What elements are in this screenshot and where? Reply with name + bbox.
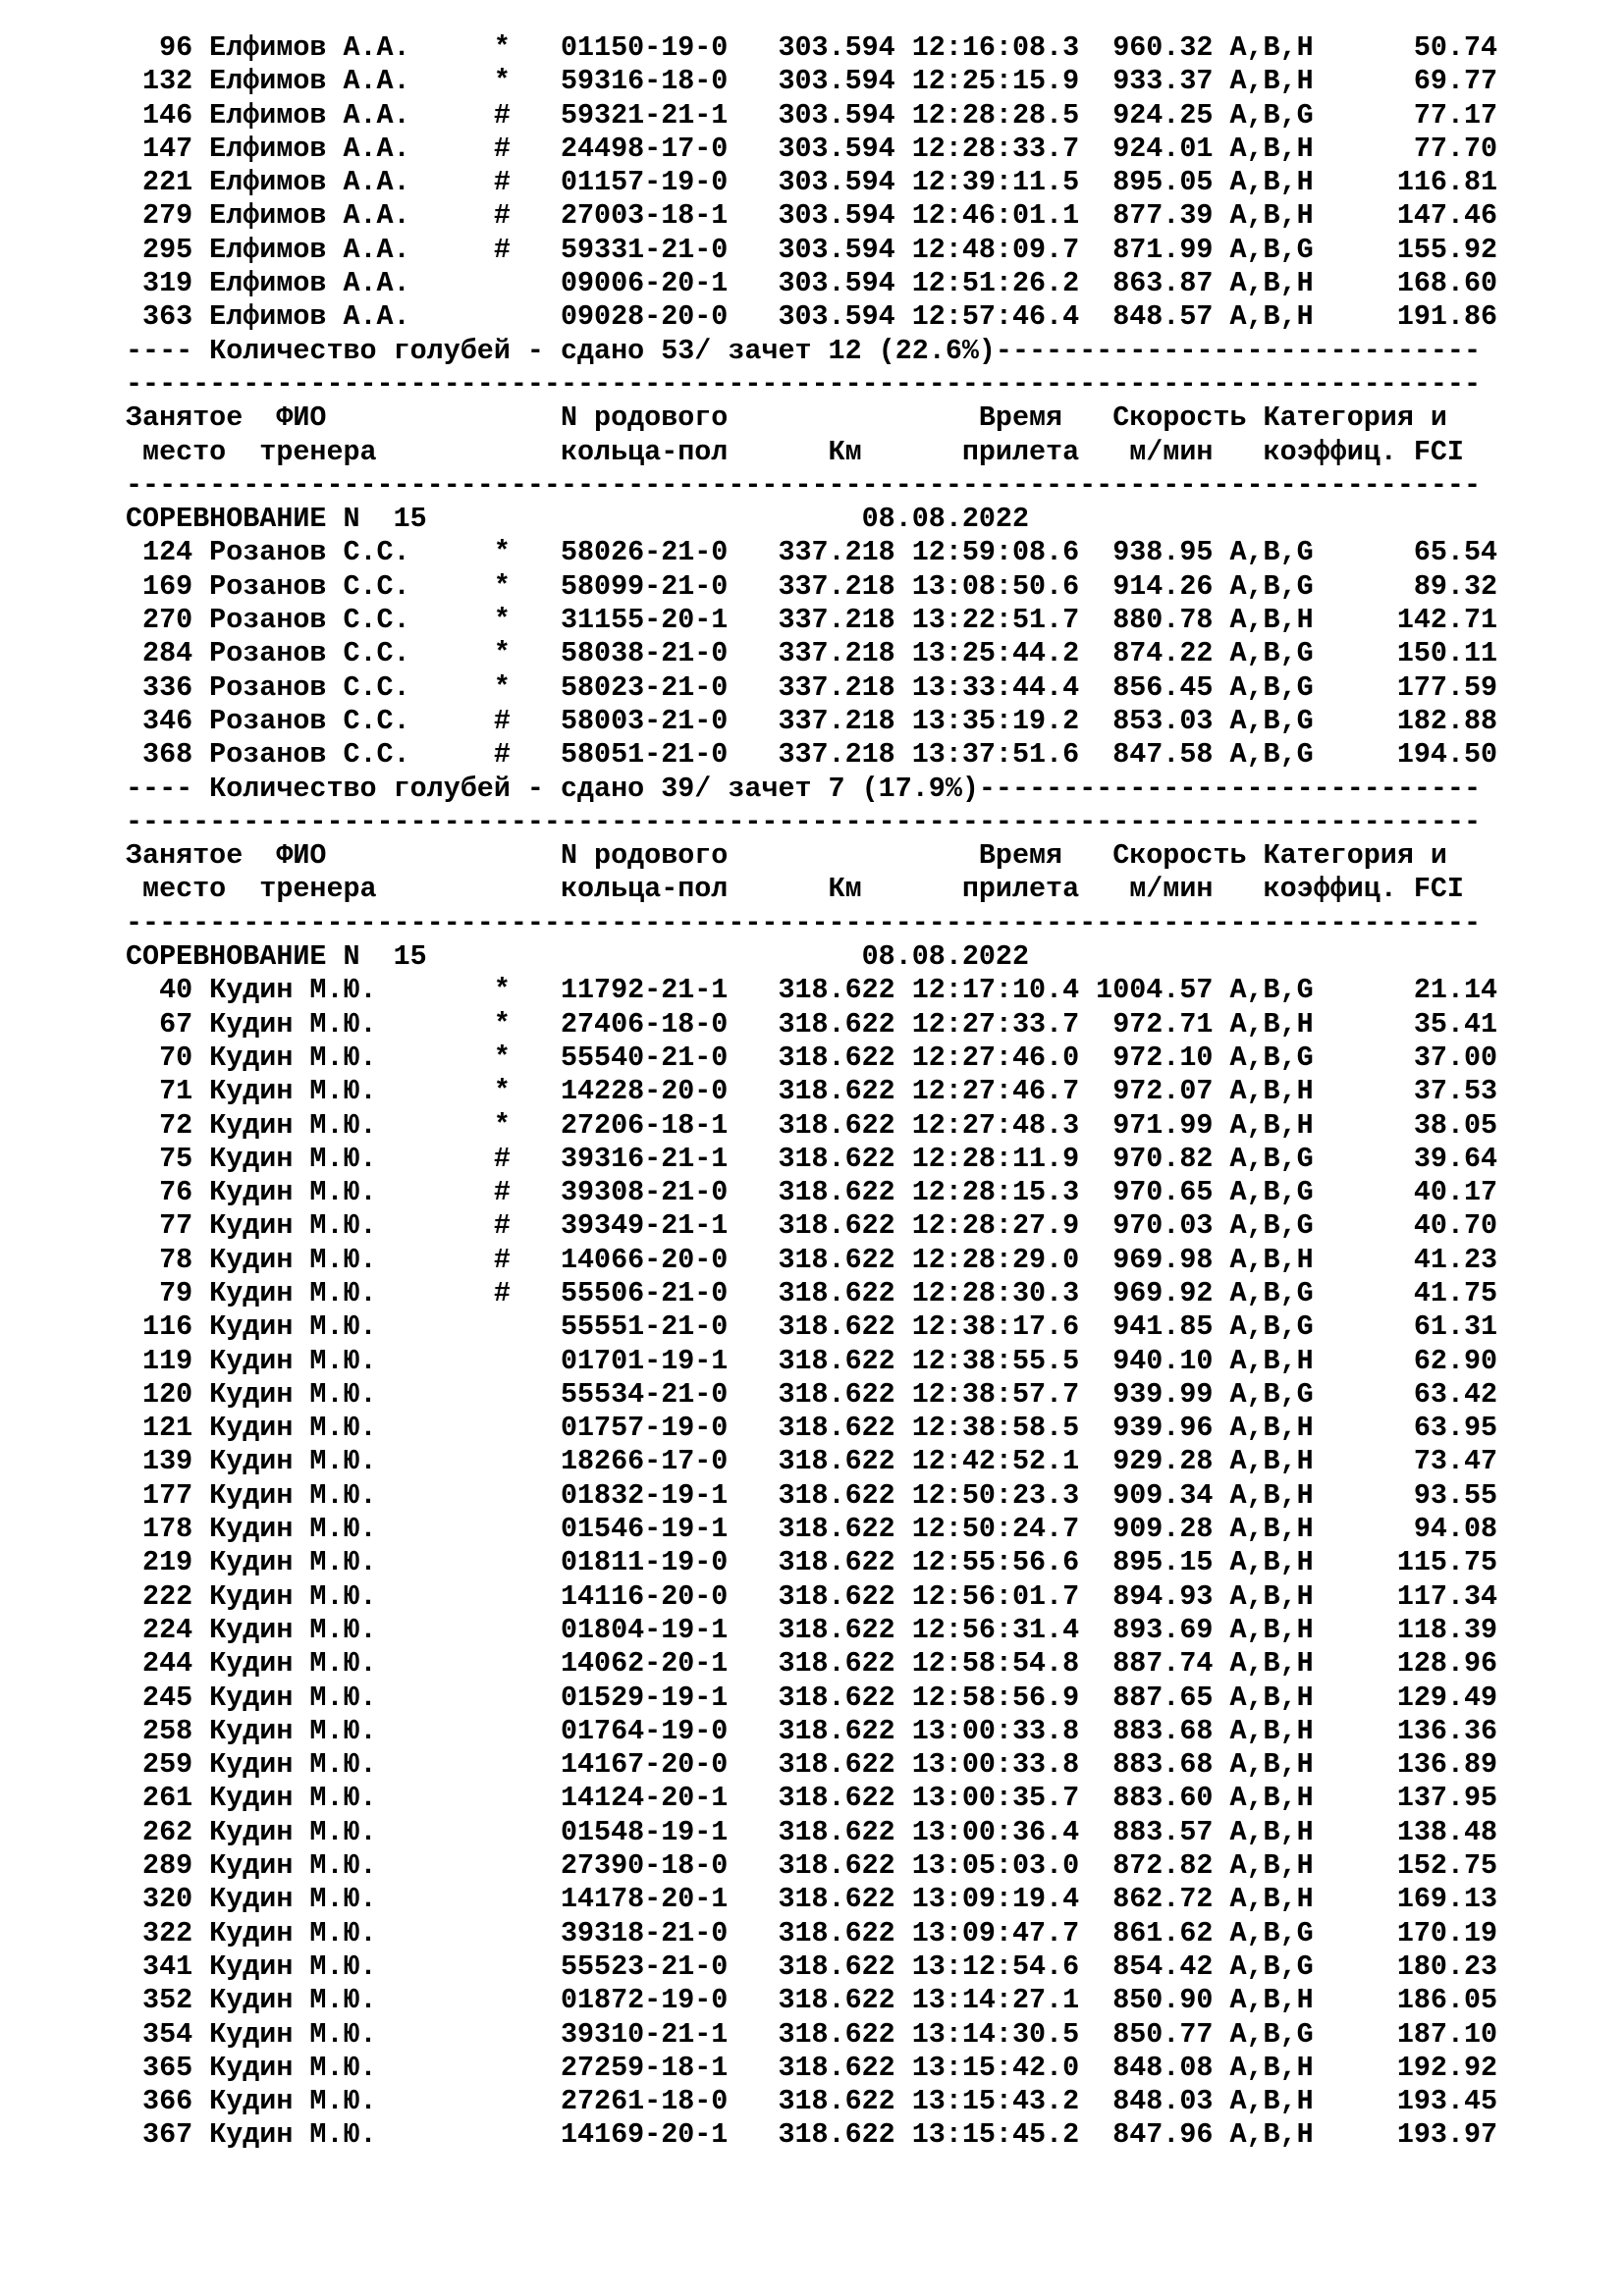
result-row: 244 Кудин М.Ю. 14062-20-1 318.622 12:58:54.8 887.74 A,B,H 128.96 <box>126 1647 1498 1681</box>
result-row: 178 Кудин М.Ю. 01546-19-1 318.622 12:50:24.7 909.28 A,B,H 94.08 <box>126 1513 1498 1546</box>
result-row: 221 Елфимов А.А. # 01157-19-0 303.594 12:39:11.5 895.05 A,B,H 116.81 <box>126 166 1498 199</box>
result-row: 319 Елфимов А.А. 09006-20-1 303.594 12:51:26.2 863.87 A,B,H 168.60 <box>126 267 1498 300</box>
result-row: 367 Кудин М.Ю. 14169-20-1 318.622 13:15:45.2 847.96 A,B,H 193.97 <box>126 2118 1498 2152</box>
column-header: место тренера кольца-пол Км прилета м/мин коэффиц. FCI <box>126 435 1464 468</box>
summary-line: ---- Количество голубей - сдано 53/ зачет 12 (22.6%)----------------------------- <box>126 334 1482 367</box>
result-row: 270 Розанов С.С. * 31155-20-1 337.218 13:22:51.7 880.78 A,B,H 142.71 <box>126 604 1498 637</box>
result-row: 120 Кудин М.Ю. 55534-21-0 318.622 12:38:57.7 939.99 A,B,G 63.42 <box>126 1377 1498 1411</box>
result-row: 70 Кудин М.Ю. * 55540-21-0 318.622 12:27:46.0 972.10 A,B,G 37.00 <box>126 1041 1498 1074</box>
separator-line: --------------------------------------------------------------------------------- <box>126 367 1482 400</box>
result-row: 295 Елфимов А.А. # 59331-21-0 303.594 12:48:09.7 871.99 A,B,G 155.92 <box>126 233 1498 266</box>
summary-line: ---- Количество голубей - сдано 39/ зачет 7 (17.9%)------------------------------ <box>126 772 1482 805</box>
result-row: 368 Розанов С.С. # 58051-21-0 337.218 13:37:51.6 847.58 A,B,G 194.50 <box>126 738 1498 772</box>
result-row: 71 Кудин М.Ю. * 14228-20-0 318.622 12:27:46.7 972.07 A,B,H 37.53 <box>126 1075 1498 1108</box>
result-row: 320 Кудин М.Ю. 14178-20-1 318.622 13:09:19.4 862.72 A,B,H 169.13 <box>126 1883 1498 1916</box>
result-row: 346 Розанов С.С. # 58003-21-0 337.218 13:35:19.2 853.03 A,B,G 182.88 <box>126 704 1498 737</box>
result-row: 352 Кудин М.Ю. 01872-19-0 318.622 13:14:27.1 850.90 A,B,H 186.05 <box>126 1984 1498 2017</box>
result-row: 76 Кудин М.Ю. # 39308-21-0 318.622 12:28:15.3 970.65 A,B,G 40.17 <box>126 1176 1498 1209</box>
result-row: 224 Кудин М.Ю. 01804-19-1 318.622 12:56:31.4 893.69 A,B,H 118.39 <box>126 1613 1498 1646</box>
result-row: 132 Елфимов А.А. * 59316-18-0 303.594 12:25:15.9 933.37 A,B,H 69.77 <box>126 65 1498 98</box>
results-listing <box>126 31 1497 2153</box>
result-row: 222 Кудин М.Ю. 14116-20-0 318.622 12:56:01.7 894.93 A,B,H 117.34 <box>126 1579 1498 1613</box>
result-row: 40 Кудин М.Ю. * 11792-21-1 318.622 12:17:10.4 1004.57 A,B,G 21.14 <box>126 974 1498 1007</box>
result-row: 177 Кудин М.Ю. 01832-19-1 318.622 12:50:23.3 909.34 A,B,H 93.55 <box>126 1478 1498 1512</box>
result-row: 365 Кудин М.Ю. 27259-18-1 318.622 13:15:42.0 848.08 A,B,H 192.92 <box>126 2051 1498 2084</box>
result-row: 116 Кудин М.Ю. 55551-21-0 318.622 12:38:17.6 941.85 A,B,G 61.31 <box>126 1310 1498 1344</box>
result-row: 79 Кудин М.Ю. # 55506-21-0 318.622 12:28:30.3 969.92 A,B,G 41.75 <box>126 1276 1498 1309</box>
result-row: 147 Елфимов А.А. # 24498-17-0 303.594 12:28:33.7 924.01 A,B,H 77.70 <box>126 132 1498 165</box>
result-row: 169 Розанов С.С. * 58099-21-0 337.218 13:08:50.6 914.26 A,B,G 89.32 <box>126 569 1498 603</box>
result-row: 67 Кудин М.Ю. * 27406-18-0 318.622 12:27:33.7 972.71 A,B,H 35.41 <box>126 1007 1498 1041</box>
result-row: 78 Кудин М.Ю. # 14066-20-0 318.622 12:28:29.0 969.98 A,B,H 41.23 <box>126 1243 1498 1276</box>
separator-line: --------------------------------------------------------------------------------- <box>126 906 1482 939</box>
result-row: 245 Кудин М.Ю. 01529-19-1 318.622 12:58:56.9 887.65 A,B,H 129.49 <box>126 1681 1498 1714</box>
result-row: 119 Кудин М.Ю. 01701-19-1 318.622 12:38:55.5 940.10 A,B,H 62.90 <box>126 1344 1498 1377</box>
column-header: Занятое ФИО N родового Время Скорость Категория и <box>126 839 1447 873</box>
result-row: 289 Кудин М.Ю. 27390-18-0 318.622 13:05:03.0 872.82 A,B,H 152.75 <box>126 1849 1498 1883</box>
separator-line: --------------------------------------------------------------------------------- <box>126 468 1482 502</box>
result-row: 124 Розанов С.С. * 58026-21-0 337.218 12:59:08.6 938.95 A,B,G 65.54 <box>126 536 1498 569</box>
result-row: 72 Кудин М.Ю. * 27206-18-1 318.622 12:27:48.3 971.99 A,B,H 38.05 <box>126 1108 1498 1142</box>
result-row: 261 Кудин М.Ю. 14124-20-1 318.622 13:00:35.7 883.60 A,B,H 137.95 <box>126 1782 1498 1815</box>
column-header: Занятое ФИО N родового Время Скорость Категория и <box>126 401 1447 435</box>
result-row: 121 Кудин М.Ю. 01757-19-0 318.622 12:38:58.5 939.96 A,B,H 63.95 <box>126 1412 1498 1445</box>
result-row: 354 Кудин М.Ю. 39310-21-1 318.622 13:14:30.5 850.77 A,B,G 187.10 <box>126 2017 1498 2051</box>
result-row: 341 Кудин М.Ю. 55523-21-0 318.622 13:12:54.6 854.42 A,B,G 180.23 <box>126 1949 1498 1983</box>
result-row: 336 Розанов С.С. * 58023-21-0 337.218 13:33:44.4 856.45 A,B,G 177.59 <box>126 670 1498 704</box>
result-row: 259 Кудин М.Ю. 14167-20-0 318.622 13:00:33.8 883.68 A,B,H 136.89 <box>126 1748 1498 1782</box>
column-header: место тренера кольца-пол Км прилета м/мин коэффиц. FCI <box>126 873 1464 906</box>
result-row: 262 Кудин М.Ю. 01548-19-1 318.622 13:00:36.4 883.57 A,B,H 138.48 <box>126 1815 1498 1848</box>
competition-header: СОРЕВНОВАНИЕ N 15 08.08.2022 <box>126 503 1030 536</box>
result-row: 219 Кудин М.Ю. 01811-19-0 318.622 12:55:56.6 895.15 A,B,H 115.75 <box>126 1546 1498 1579</box>
result-row: 363 Елфимов А.А. 09028-20-0 303.594 12:57:46.4 848.57 A,B,H 191.86 <box>126 300 1498 334</box>
result-row: 322 Кудин М.Ю. 39318-21-0 318.622 13:09:47.7 861.62 A,B,G 170.19 <box>126 1916 1498 1949</box>
result-row: 77 Кудин М.Ю. # 39349-21-1 318.622 12:28:27.9 970.03 A,B,G 40.70 <box>126 1209 1498 1243</box>
result-row: 258 Кудин М.Ю. 01764-19-0 318.622 13:00:33.8 883.68 A,B,H 136.36 <box>126 1714 1498 1747</box>
result-row: 139 Кудин М.Ю. 18266-17-0 318.622 12:42:52.1 929.28 A,B,H 73.47 <box>126 1445 1498 1478</box>
result-row: 366 Кудин М.Ю. 27261-18-0 318.622 13:15:43.2 848.03 A,B,H 193.45 <box>126 2085 1498 2118</box>
result-row: 284 Розанов С.С. * 58038-21-0 337.218 13:25:44.2 874.22 A,B,G 150.11 <box>126 637 1498 670</box>
result-row: 75 Кудин М.Ю. # 39316-21-1 318.622 12:28:11.9 970.82 A,B,G 39.64 <box>126 1142 1498 1175</box>
result-row: 279 Елфимов А.А. # 27003-18-1 303.594 12:46:01.1 877.39 A,B,H 147.46 <box>126 199 1498 233</box>
result-row: 96 Елфимов А.А. * 01150-19-0 303.594 12:16:08.3 960.32 A,B,H 50.74 <box>126 31 1498 64</box>
separator-line: --------------------------------------------------------------------------------- <box>126 805 1482 838</box>
competition-header: СОРЕВНОВАНИЕ N 15 08.08.2022 <box>126 940 1030 974</box>
result-row: 146 Елфимов А.А. # 59321-21-1 303.594 12:28:28.5 924.25 A,B,G 77.17 <box>126 98 1498 132</box>
